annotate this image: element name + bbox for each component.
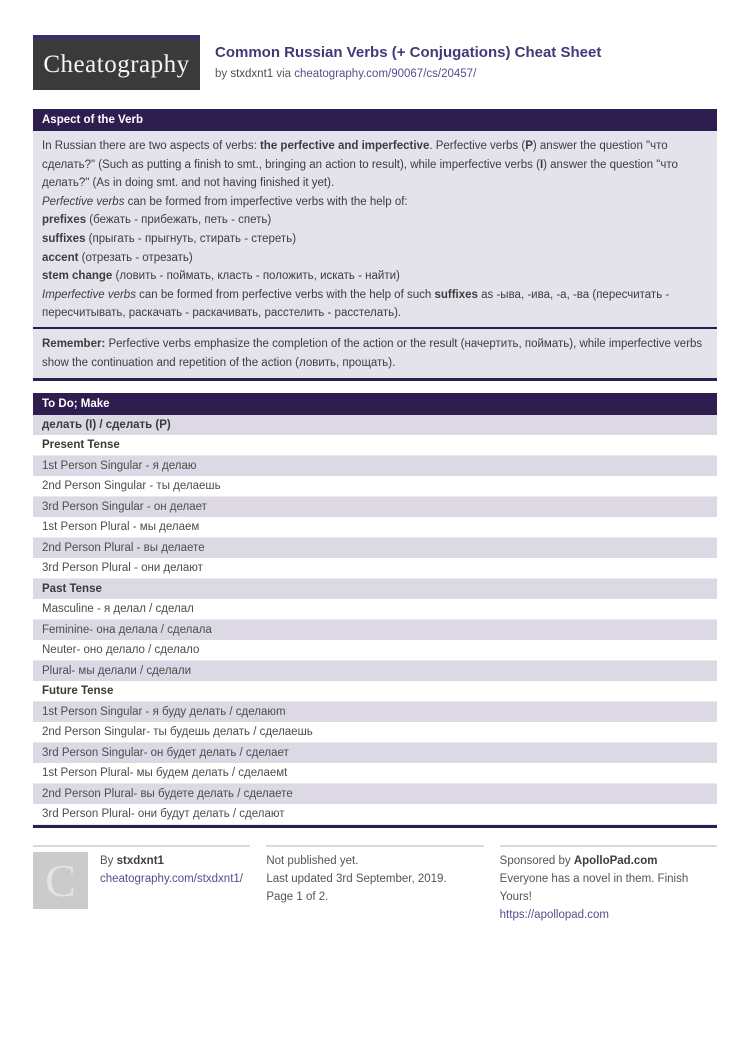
aspect-paragraph: In Russian there are two aspects of verbs: the perfective and imperfective. Perfective verbs (P) answer the question "что сделать?" (Such as putting a finish to smt., bringing an action to result), while imperfective verbs (I) answer the question "что делать?" (As in doing smt. and not having finished it yet). [42,140,678,190]
table-row: делать (I) / сделать (P) [33,415,717,436]
footer-author-text [100,852,243,924]
sponsor-tagline: Everyone has a novel in them. Finish Yours! [499,873,689,904]
header-text [215,35,601,90]
table-row: 3rd Person Plural - они делают [33,559,717,580]
page-title: Common Russian Verbs (+ Conjugations) Cheat Sheet [215,44,602,61]
table-row: 1st Person Plural - мы делаем [33,518,717,539]
table-row: 2nd Person Plural - вы делаете [33,538,717,559]
sponsor-name: ApolloPad.com [573,855,658,868]
sponsor-line [500,852,717,870]
table-row: 3rd Person Singular- он будет делать / сделает [33,743,717,764]
source-link[interactable]: cheatography.com/90067/cs/20457/ [294,68,477,80]
footer-author-column [33,845,250,924]
byline-via-label: via [273,68,295,80]
aspect-of-the-verb-card [33,109,717,381]
table-row: 3rd Person Plural- они будут делать / сделают [33,805,717,826]
aspect-note: Remember: Perfective verbs emphasize the completion of the action or the result (начертить, поймать), while imperfective verbs show the continuation and repetition of the action (ловить, прощать). [33,327,717,378]
footer-by-line [100,852,243,870]
avatar-letter: C [45,854,76,906]
table-row: 1st Person Singular - я буду делать / сделаюm [33,702,717,723]
aspect-paragraph: prefixes (бежать - прибежать, петь - спеть) [42,214,272,227]
to-do-make-card [33,393,717,828]
footer-by-label: By [100,855,117,868]
table-row: Masculine - я делал / сделал [33,600,717,621]
table-row: 1st Person Plural- мы будем делать / сделаемt [33,764,717,785]
aspect-paragraph: Imperfective verbs can be formed from perfective verbs with the help of such suffixes as -ыва, -ива, -а, -ва (пересчитать - пересчитывать, раскачать - раскачивать, расстелить - расстелать). [42,288,670,320]
table-row: Neuter- оно делало / сделало [33,641,717,662]
table-row: 2nd Person Singular- ты будешь делать / сделаешь [33,723,717,744]
table-row: 3rd Person Singular - он делает [33,497,717,518]
table-row: Present Tense [33,436,717,457]
table-row: Past Tense [33,579,717,600]
footer-status-column [266,845,483,924]
footer-author-name: stxdxnt1 [116,855,164,868]
footer-author-link[interactable]: cheatography.com/stxdxnt1/ [100,873,243,886]
table-row: 1st Person Singular - я делаю [33,456,717,477]
byline [215,68,601,80]
publish-status: Not published yet. [266,855,359,868]
byline-by-label: by [215,68,231,80]
aspect-paragraph: suffixes (прыгать - прыгнуть, стирать - стереть) [42,232,297,245]
aspect-section-header: Aspect of the Verb [33,109,717,131]
aspect-paragraph: accent (отрезать - отрезать) [42,251,193,264]
sponsor-link[interactable]: https://apollopad.com [499,909,609,922]
sponsor-label: Sponsored by [499,855,574,868]
footer-sponsor-column [500,845,717,924]
author-link[interactable]: stxdxnt1 [230,68,274,80]
document-footer [33,845,717,924]
document-header [33,35,717,90]
cheatography-logo[interactable] [33,35,200,90]
logo-text: Cheatography [43,50,190,78]
aspect-paragraph: Perfective verbs can be formed from imperfective verbs with the help of: [42,195,408,208]
aspect-paragraph: stem change (ловить - поймать, класть - положить, искать - найти) [42,270,400,283]
table-row: Future Tense [33,682,717,703]
table-row: Feminine- она делала / сделала [33,620,717,641]
table-row: 2nd Person Singular - ты делаешь [33,477,717,498]
todo-section-header: To Do; Make [33,393,717,415]
table-row: Plural- мы делали / сделали [33,661,717,682]
conjugation-rows [33,415,717,825]
last-updated: Last updated 3rd September, 2019. [266,873,447,886]
table-row: 2nd Person Plural- вы будете делать / сделаете [33,784,717,805]
avatar[interactable] [33,852,88,909]
page-number: Page 1 of 2. [266,891,329,904]
aspect-body [33,131,717,327]
